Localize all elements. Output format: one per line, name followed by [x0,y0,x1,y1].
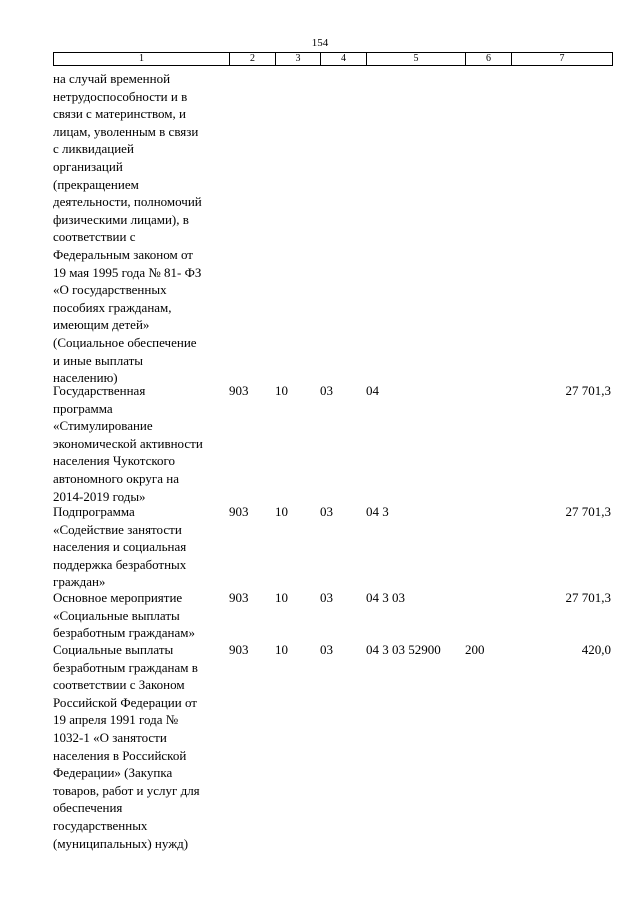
row-col-6: 200 [465,642,485,657]
header-col-1: 1 [54,53,230,65]
row-col-5: 04 3 03 [366,590,405,605]
row-col-4: 03 [320,590,333,605]
row-col-5: 04 3 [366,504,389,519]
row-col-7: 420,0 [581,642,611,657]
header-col-7: 7 [559,53,565,64]
header-col-2: 2 [230,53,276,65]
row-col-3: 10 [275,642,288,657]
header-col-4: 4 [321,53,367,65]
header-col-6: 6 [466,53,512,65]
row-col-7: 27 701,3 [565,590,611,605]
row-col-3: 10 [275,590,288,605]
row-name: Социальные выплаты безработным гражданам в соответствии с Законом Российской Федерации от 19 апреля 1991 года № 1032-1 «О занятости населения в Российской Федерации» (Закупка товаров, работ и услуг для обеспечения государственных (муниципальных) нужд) [53,642,200,851]
row-name: Подпрограмма «Содействие занятости населения и социальная поддержка безработных граждан» [53,504,187,590]
row-col-2: 903 [229,504,249,519]
header-col-5: 5 [367,53,466,65]
row-name: Основное мероприятие «Социальные выплаты безработным гражданам» [53,590,195,641]
page-number: 154 [311,37,329,49]
row-col-2: 903 [229,590,249,605]
row-col-5: 04 [366,383,379,398]
row-col-7: 27 701,3 [565,383,611,398]
row-name: на случай временной нетрудоспособности и в связи с материнством, и лицам, уволенным в связи с ликвидацией организаций (прекращением деятельности, полномочий физическими лицами), в соответствии с Федеральным законом от 19 мая 1995 года № 81- ФЗ «О государственных пособиях гражданам, имеющим детей» (Социальное обеспечение и иные выплаты населению) [53,71,202,386]
row-name: Государственная программа «Стимулирование экономической активности населения Чукотского автономного округа на 2014-2019 годы» [53,383,203,504]
row-col-2: 903 [229,642,249,657]
row-col-4: 03 [320,504,333,519]
row-col-3: 10 [275,383,288,398]
table-header [53,52,613,66]
row-col-5: 04 3 03 52900 [366,642,441,657]
header-col-3: 3 [276,53,321,65]
row-col-4: 03 [320,642,333,657]
row-col-4: 03 [320,383,333,398]
row-col-2: 903 [229,383,249,398]
row-col-7: 27 701,3 [565,504,611,519]
row-col-3: 10 [275,504,288,519]
